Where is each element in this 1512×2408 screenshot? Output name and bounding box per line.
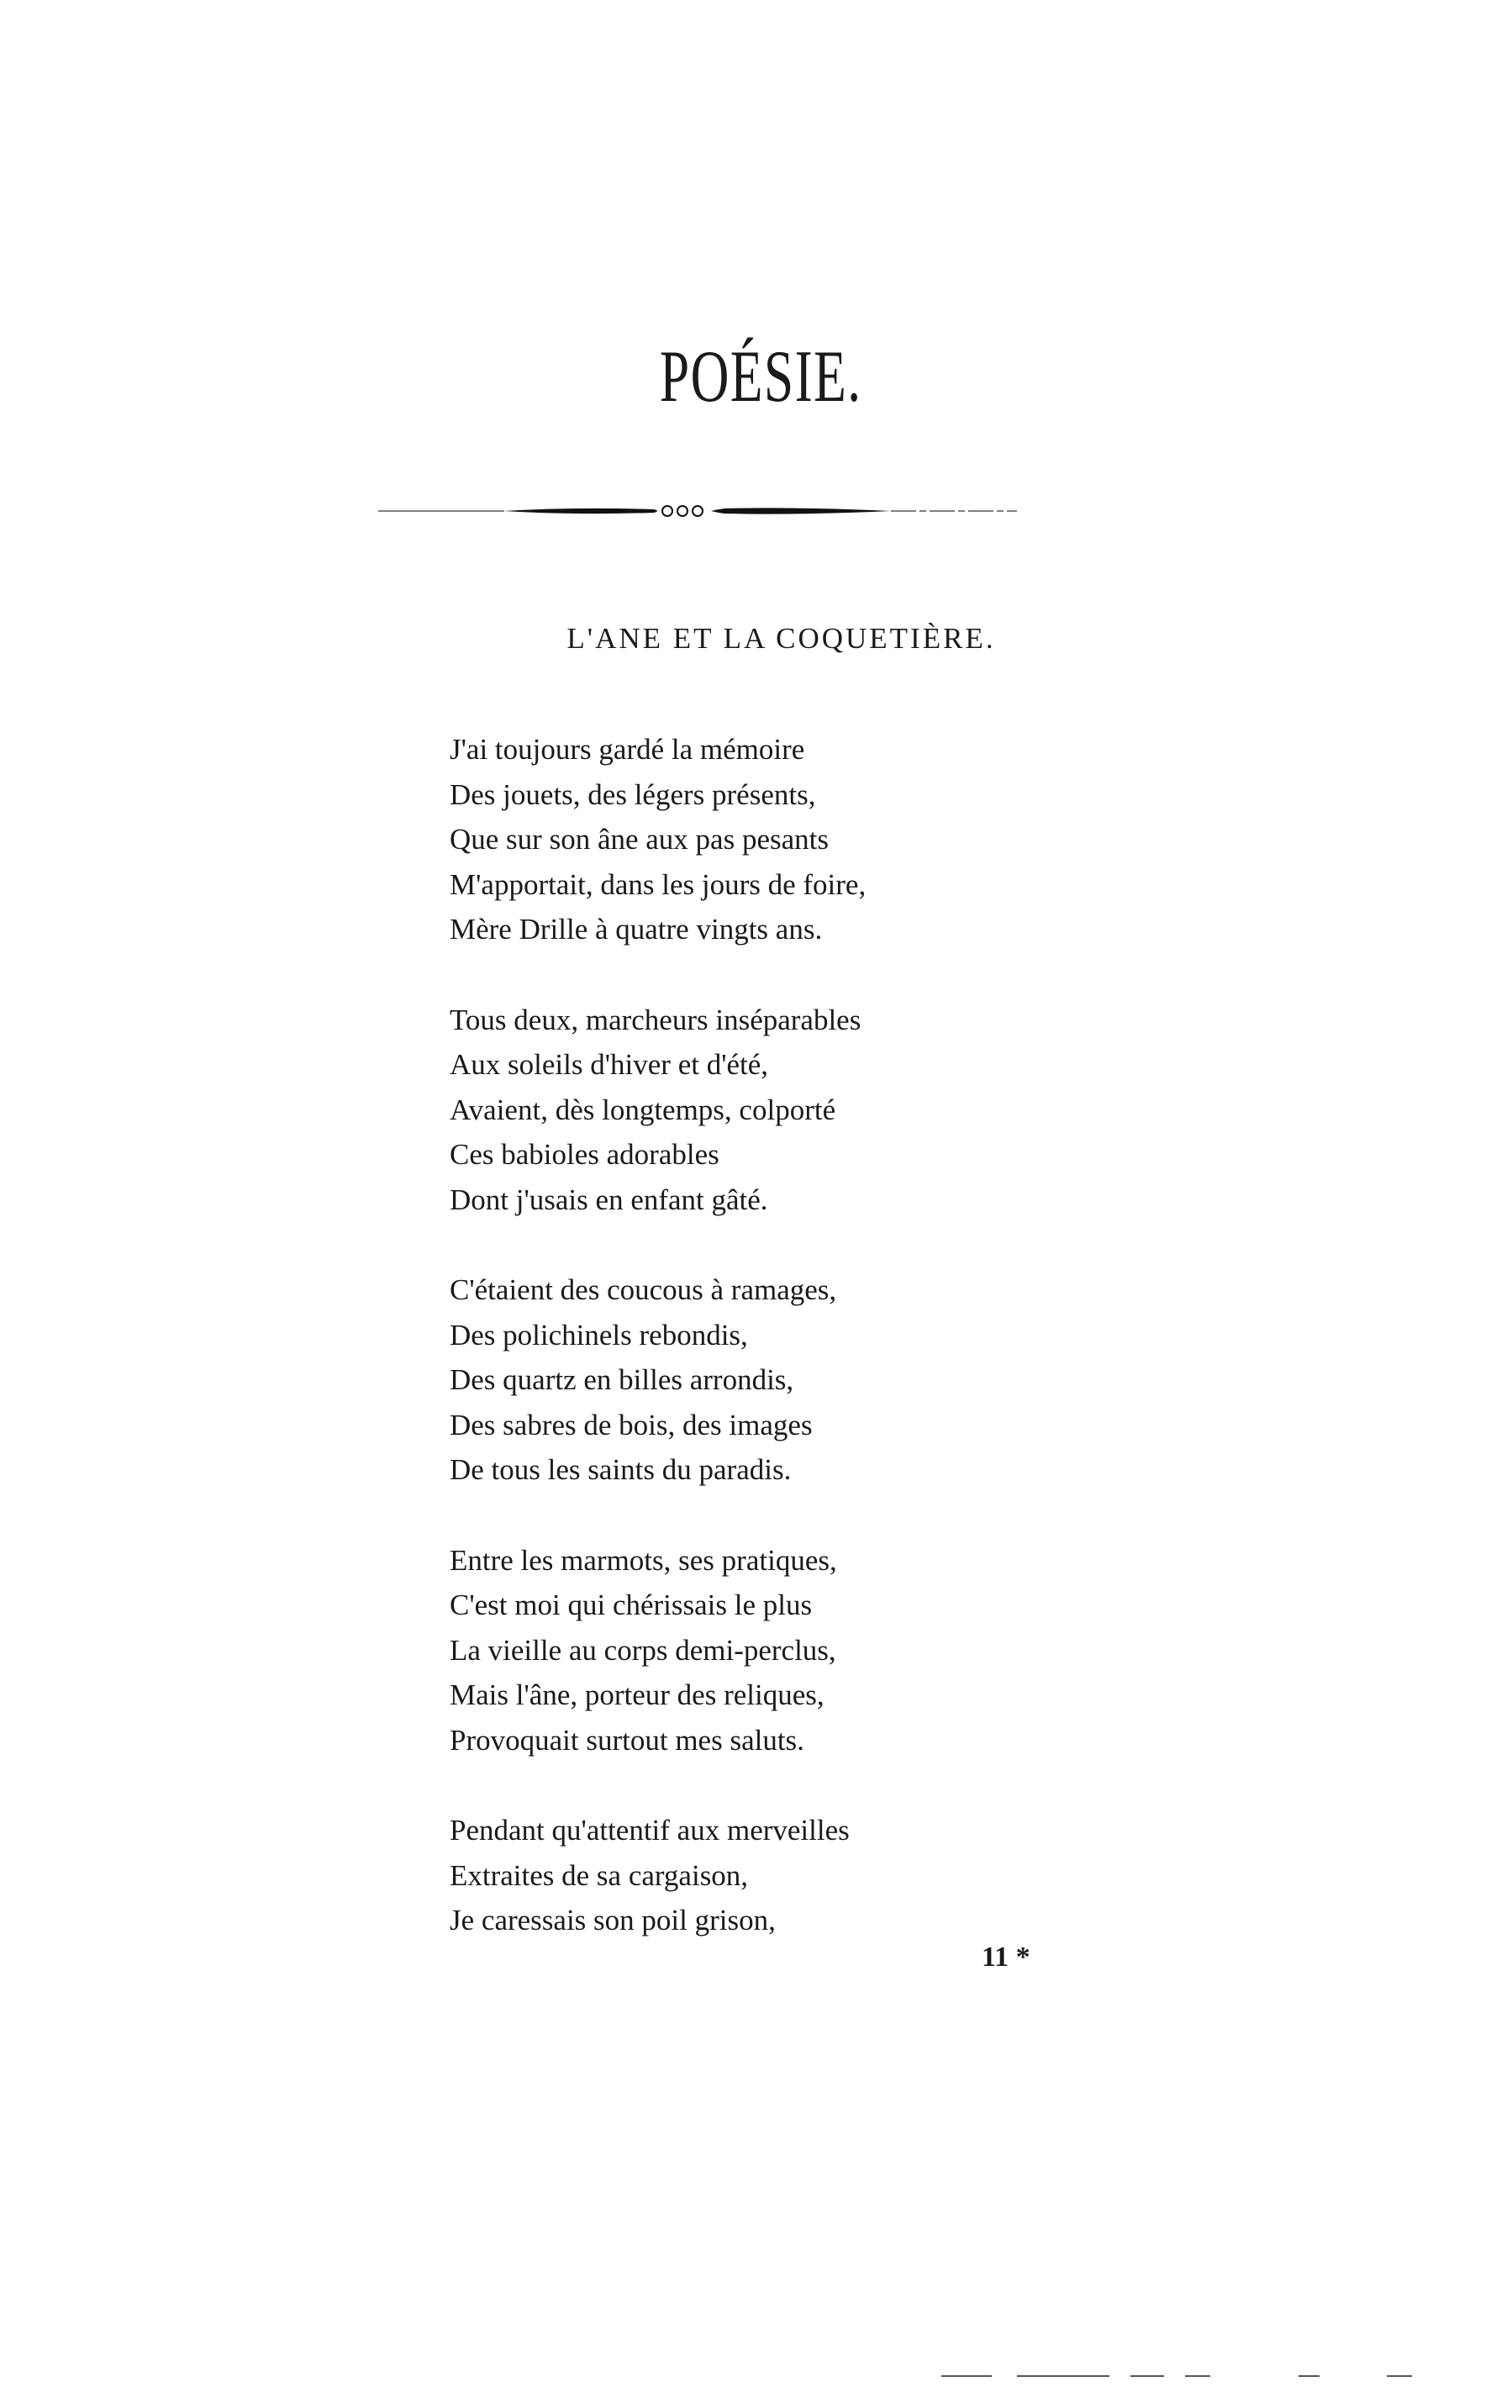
verse-line: Extraites de sa cargaison,: [450, 1858, 749, 1892]
verse-line: Avaient, dès longtemps, colporté: [450, 1093, 836, 1126]
section-title: POÉSIE.: [659, 336, 862, 418]
scan-edge-rule: [941, 2375, 992, 2377]
verse-line: Aux soleils d'hiver et d'été,: [450, 1048, 769, 1081]
verse-line: Mère Drille à quatre vingts ans.: [450, 913, 823, 946]
scan-edge-rule: [1130, 2375, 1164, 2377]
verse-line: Tous deux, marcheurs inséparables: [450, 1003, 861, 1036]
verse-line: Je caressais son poil grison,: [450, 1904, 776, 1936]
scan-edge-rule: [1387, 2375, 1412, 2377]
scan-edge-rule: [1017, 2375, 1109, 2377]
ornamental-divider: [378, 494, 1017, 528]
signature-mark: 11 *: [982, 1942, 1030, 1973]
verse-line: Des sabres de bois, des images: [450, 1408, 813, 1441]
scan-edge-rule: [1185, 2375, 1210, 2377]
verse-line: Pendant qu'attentif aux merveilles: [450, 1814, 850, 1847]
verse-line: Provoquait surtout mes saluts.: [450, 1723, 804, 1757]
verse-line: Des quartz en billes arrondis,: [450, 1363, 794, 1396]
verse-line: Des jouets, des légers présents,: [450, 777, 816, 811]
stanza-3: [450, 1267, 1088, 1493]
verse-line: Que sur son âne aux pas pesants: [450, 823, 830, 856]
verse-line: Entre les marmots, ses pratiques,: [450, 1543, 837, 1577]
verse-line: M'apportait, dans les jours de foire,: [450, 867, 867, 901]
verse-line: De tous les saints du paradis.: [450, 1453, 792, 1486]
poem-body: [450, 727, 1088, 1989]
verse-line: Ces babioles adorables: [450, 1138, 719, 1171]
verse-line: C'étaient des coucous à ramages,: [450, 1273, 837, 1306]
stanza-4: [450, 1538, 1088, 1763]
verse-line: Dont j'usais en enfant gâté.: [450, 1183, 768, 1216]
verse-line: Mais l'âne, porteur des reliques,: [450, 1678, 824, 1711]
verse-line: La vieille au corps demi-perclus,: [450, 1633, 836, 1667]
poem-title: L'ANE ET LA COQUETIÈRE.: [566, 622, 996, 655]
stanza-1: [450, 727, 1088, 952]
verse-line: J'ai toujours gardé la mémoire: [450, 733, 805, 766]
verse-line: Des polichinels rebondis,: [450, 1318, 748, 1352]
scan-edge-rule: [1299, 2375, 1320, 2377]
verse-line: C'est moi qui chérissais le plus: [450, 1589, 813, 1621]
stanza-2: [450, 998, 1088, 1223]
stanza-5: [450, 1808, 1088, 1943]
